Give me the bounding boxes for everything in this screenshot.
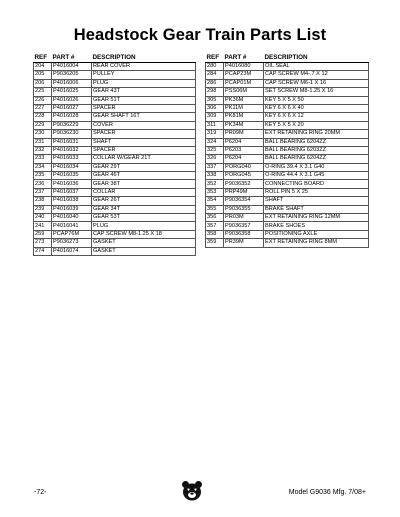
ref-cell: 319 — [206, 130, 224, 138]
description-cell: GEAR 43T — [92, 88, 196, 96]
description-cell: GEAR 26T — [92, 197, 196, 205]
description-cell: CAP SCREW M6-1 X 16 — [264, 79, 369, 87]
part-number-cell: P4016033 — [52, 155, 92, 163]
table-row — [34, 88, 196, 96]
part-number-cell: P4016032 — [52, 146, 92, 154]
table-row — [206, 63, 369, 71]
part-number-cell: P9036354 — [224, 197, 264, 205]
ref-cell: 337 — [206, 163, 224, 171]
part-number-cell: P4016041 — [52, 222, 92, 230]
ref-cell: 274 — [34, 247, 52, 255]
ref-cell: 225 — [34, 88, 52, 96]
table-row — [206, 197, 369, 205]
table-row — [206, 214, 369, 222]
ref-cell: 235 — [34, 172, 52, 180]
ref-cell: 273 — [34, 239, 52, 247]
table-row — [206, 121, 369, 129]
part-number-cell: PR03M — [224, 214, 264, 222]
description-cell: CAP SCREW M4-.7 X 12 — [264, 71, 369, 79]
description-cell: GEAR 53T — [92, 214, 196, 222]
description-cell: PLUG — [92, 222, 196, 230]
table-row — [206, 88, 369, 96]
description-cell: SPACER — [92, 146, 196, 154]
ref-cell: 230 — [34, 130, 52, 138]
description-cell: SET SCREW M8-1.25 X 16 — [264, 88, 369, 96]
description-cell: KEY 6 X 6 X 12 — [264, 113, 369, 121]
table-row — [206, 163, 369, 171]
ref-cell: 259 — [34, 230, 52, 238]
description-cell: KEY 6 X 6 X 40 — [264, 104, 369, 112]
ref-cell: 237 — [34, 188, 52, 196]
description-cell: KEY 5 X 5 X 20 — [264, 121, 369, 129]
description-cell: CAP SCREW M8-1.25 X 18 — [92, 230, 196, 238]
table-row — [34, 214, 196, 222]
part-number-cell: PR39M — [224, 239, 264, 247]
ref-cell: 240 — [34, 214, 52, 222]
ref-cell: 325 — [206, 146, 224, 154]
part-number-cell: P4016039 — [52, 205, 92, 213]
ref-cell: 227 — [34, 104, 52, 112]
part-number-cell: PK34M — [224, 121, 264, 129]
ref-cell: 356 — [206, 214, 224, 222]
description-cell: BRAKE SHAFT — [264, 205, 369, 213]
description-cell: POSITIONING AXLE — [264, 230, 369, 238]
ref-cell: 229 — [34, 121, 52, 129]
ref-header: REF — [206, 53, 224, 63]
table-row — [34, 138, 196, 146]
table-row — [206, 222, 369, 230]
part-number-cell: P4016006 — [52, 79, 92, 87]
ref-cell: 326 — [206, 155, 224, 163]
ref-cell: 206 — [34, 79, 52, 87]
description-cell: GASKET — [92, 247, 196, 255]
part-number-cell: PSS06M — [224, 88, 264, 96]
description-cell: GEAR 38T — [92, 180, 196, 188]
table-row — [34, 104, 196, 112]
description-cell: SHAFT — [264, 197, 369, 205]
bear-head-icon — [181, 480, 203, 502]
table-row — [206, 104, 369, 112]
part-number-cell: PK36M — [224, 96, 264, 104]
description-cell: KEY 5 X 5 X 50 — [264, 96, 369, 104]
part-number-cell: P4016026 — [52, 96, 92, 104]
ref-cell: 359 — [206, 239, 224, 247]
table-row — [34, 96, 196, 104]
table-row — [206, 188, 369, 196]
part-number-cell: PCAP76M — [52, 230, 92, 238]
description-cell: GEAR 46T — [92, 172, 196, 180]
table-header-row — [34, 53, 196, 63]
ref-cell: 355 — [206, 205, 224, 213]
part-number-header: PART # — [52, 53, 92, 63]
part-number-cell: PCAP23M — [224, 71, 264, 79]
table-row — [34, 172, 196, 180]
ref-cell: 239 — [34, 205, 52, 213]
table-row — [34, 79, 196, 87]
description-header: DESCRIPTION — [92, 53, 196, 63]
description-cell: EXT RETAINING RING 8MM — [264, 239, 369, 247]
table-row — [34, 130, 196, 138]
part-number-cell: PRP49M — [224, 188, 264, 196]
table-row — [34, 71, 196, 79]
part-number-cell: P9036229 — [52, 121, 92, 129]
table-row — [34, 197, 196, 205]
part-number-cell: P4016037 — [52, 188, 92, 196]
ref-cell: 280 — [206, 63, 224, 71]
table-row — [206, 239, 369, 247]
part-number-cell: P9036205 — [52, 71, 92, 79]
table-row — [34, 205, 196, 213]
ref-cell: 338 — [206, 172, 224, 180]
ref-cell: 357 — [206, 222, 224, 230]
description-cell: COVER — [92, 121, 196, 129]
model-info: Model G9036 Mfg. 7/08+ — [288, 489, 366, 496]
description-cell: CONNECTING BOARD — [264, 180, 369, 188]
table-row — [206, 172, 369, 180]
ref-cell: 232 — [34, 146, 52, 154]
description-cell: GASKET — [92, 239, 196, 247]
part-number-cell: P4016028 — [52, 113, 92, 121]
description-cell: GEAR 51T — [92, 96, 196, 104]
ref-cell: 354 — [206, 197, 224, 205]
ref-cell: 286 — [206, 79, 224, 87]
table-row — [206, 79, 369, 87]
ref-cell: 324 — [206, 138, 224, 146]
ref-cell: 238 — [34, 197, 52, 205]
parts-table-right-body — [206, 63, 369, 248]
table-row — [34, 222, 196, 230]
table-row — [206, 155, 369, 163]
description-cell: COLLAR — [92, 188, 196, 196]
description-cell: OIL SEAL — [264, 63, 369, 71]
table-row — [34, 239, 196, 247]
part-number-cell: P4016034 — [52, 163, 92, 171]
description-cell: ROLL PIN 5 X 25 — [264, 188, 369, 196]
table-row — [34, 180, 196, 188]
part-number-cell: P6203 — [224, 146, 264, 154]
table-row — [206, 146, 369, 154]
page-number: -72- — [34, 489, 47, 496]
ref-cell: 205 — [34, 71, 52, 79]
part-number-cell: P4016080 — [224, 63, 264, 71]
ref-cell: 305 — [206, 96, 224, 104]
table-row — [206, 130, 369, 138]
table-row — [34, 163, 196, 171]
table-row — [34, 63, 196, 71]
description-cell: BALL BEARING 6204ZZ — [264, 155, 369, 163]
ref-cell: 309 — [206, 113, 224, 121]
part-number-cell: PK11M — [224, 104, 264, 112]
table-row — [206, 96, 369, 104]
part-number-cell: P4016040 — [52, 214, 92, 222]
parts-table-left-body — [34, 63, 196, 256]
part-number-cell: PORG045 — [224, 172, 264, 180]
description-cell: O-RING 39.4 X 3.1 G40 — [264, 163, 369, 171]
ref-cell: 311 — [206, 121, 224, 129]
page-title: Headstock Gear Train Parts List — [73, 26, 327, 44]
description-cell: PLUG — [92, 79, 196, 87]
parts-table-right — [205, 53, 369, 248]
ref-cell: 228 — [34, 113, 52, 121]
part-number-cell: PCAP01M — [224, 79, 264, 87]
description-header: DESCRIPTION — [264, 53, 369, 63]
part-number-cell: P9036357 — [224, 222, 264, 230]
description-cell: GEAR 34T — [92, 205, 196, 213]
description-cell: REAR COVER — [92, 63, 196, 71]
table-row — [34, 113, 196, 121]
part-number-cell: P6204 — [224, 138, 264, 146]
table-row — [34, 121, 196, 129]
ref-cell: 231 — [34, 138, 52, 146]
part-number-cell: P4016035 — [52, 172, 92, 180]
description-cell: PULLEY — [92, 71, 196, 79]
ref-cell: 236 — [34, 180, 52, 188]
description-cell: BRAKE SHOES — [264, 222, 369, 230]
ref-cell: 306 — [206, 104, 224, 112]
description-cell: EXT RETAINING RING 20MM — [264, 130, 369, 138]
part-number-cell: P4016027 — [52, 104, 92, 112]
description-cell: COLLAR W/GEAR 21T — [92, 155, 196, 163]
table-row — [34, 155, 196, 163]
part-number-cell: P9036352 — [224, 180, 264, 188]
description-cell: GEAR 29T — [92, 163, 196, 171]
part-number-cell: P4016036 — [52, 180, 92, 188]
table-row — [34, 188, 196, 196]
part-number-cell: P9036358 — [224, 230, 264, 238]
ref-cell: 284 — [206, 71, 224, 79]
table-row — [34, 146, 196, 154]
table-row — [34, 230, 196, 238]
description-cell: SHAFT — [92, 138, 196, 146]
table-header-row — [206, 53, 369, 63]
part-number-cell: PR09M — [224, 130, 264, 138]
part-number-cell: P6204 — [224, 155, 264, 163]
ref-cell: 234 — [34, 163, 52, 171]
part-number-cell: P4016025 — [52, 88, 92, 96]
part-number-cell: P9036355 — [224, 205, 264, 213]
table-row — [206, 205, 369, 213]
part-number-cell: P4016038 — [52, 197, 92, 205]
table-row — [34, 247, 196, 255]
description-cell: SPACER — [92, 104, 196, 112]
part-number-cell: PORG040 — [224, 163, 264, 171]
table-row — [206, 230, 369, 238]
description-cell: SPACER — [92, 130, 196, 138]
ref-cell: 226 — [34, 96, 52, 104]
ref-cell: 352 — [206, 180, 224, 188]
part-number-cell: P4016031 — [52, 138, 92, 146]
ref-cell: 358 — [206, 230, 224, 238]
table-row — [206, 113, 369, 121]
table-row — [206, 180, 369, 188]
part-number-cell: P4016074 — [52, 247, 92, 255]
table-row — [206, 71, 369, 79]
part-number-cell: PK81M — [224, 113, 264, 121]
ref-cell: 233 — [34, 155, 52, 163]
ref-cell: 353 — [206, 188, 224, 196]
part-number-header: PART # — [224, 53, 264, 63]
parts-table-left — [33, 53, 196, 256]
part-number-cell: P4016004 — [52, 63, 92, 71]
description-cell: BALL BEARING 6204ZZ — [264, 138, 369, 146]
part-number-cell: P9036230 — [52, 130, 92, 138]
description-cell: BALL BEARING 6203ZZ — [264, 146, 369, 154]
ref-header: REF — [34, 53, 52, 63]
description-cell: O-RING 44.4 X 3.1 G45 — [264, 172, 369, 180]
ref-cell: 298 — [206, 88, 224, 96]
ref-cell: 241 — [34, 222, 52, 230]
table-row — [206, 138, 369, 146]
description-cell: EXT RETAINING RING 12MM — [264, 214, 369, 222]
part-number-cell: P9036273 — [52, 239, 92, 247]
ref-cell: 204 — [34, 63, 52, 71]
description-cell: GEAR SHAFT 16T — [92, 113, 196, 121]
